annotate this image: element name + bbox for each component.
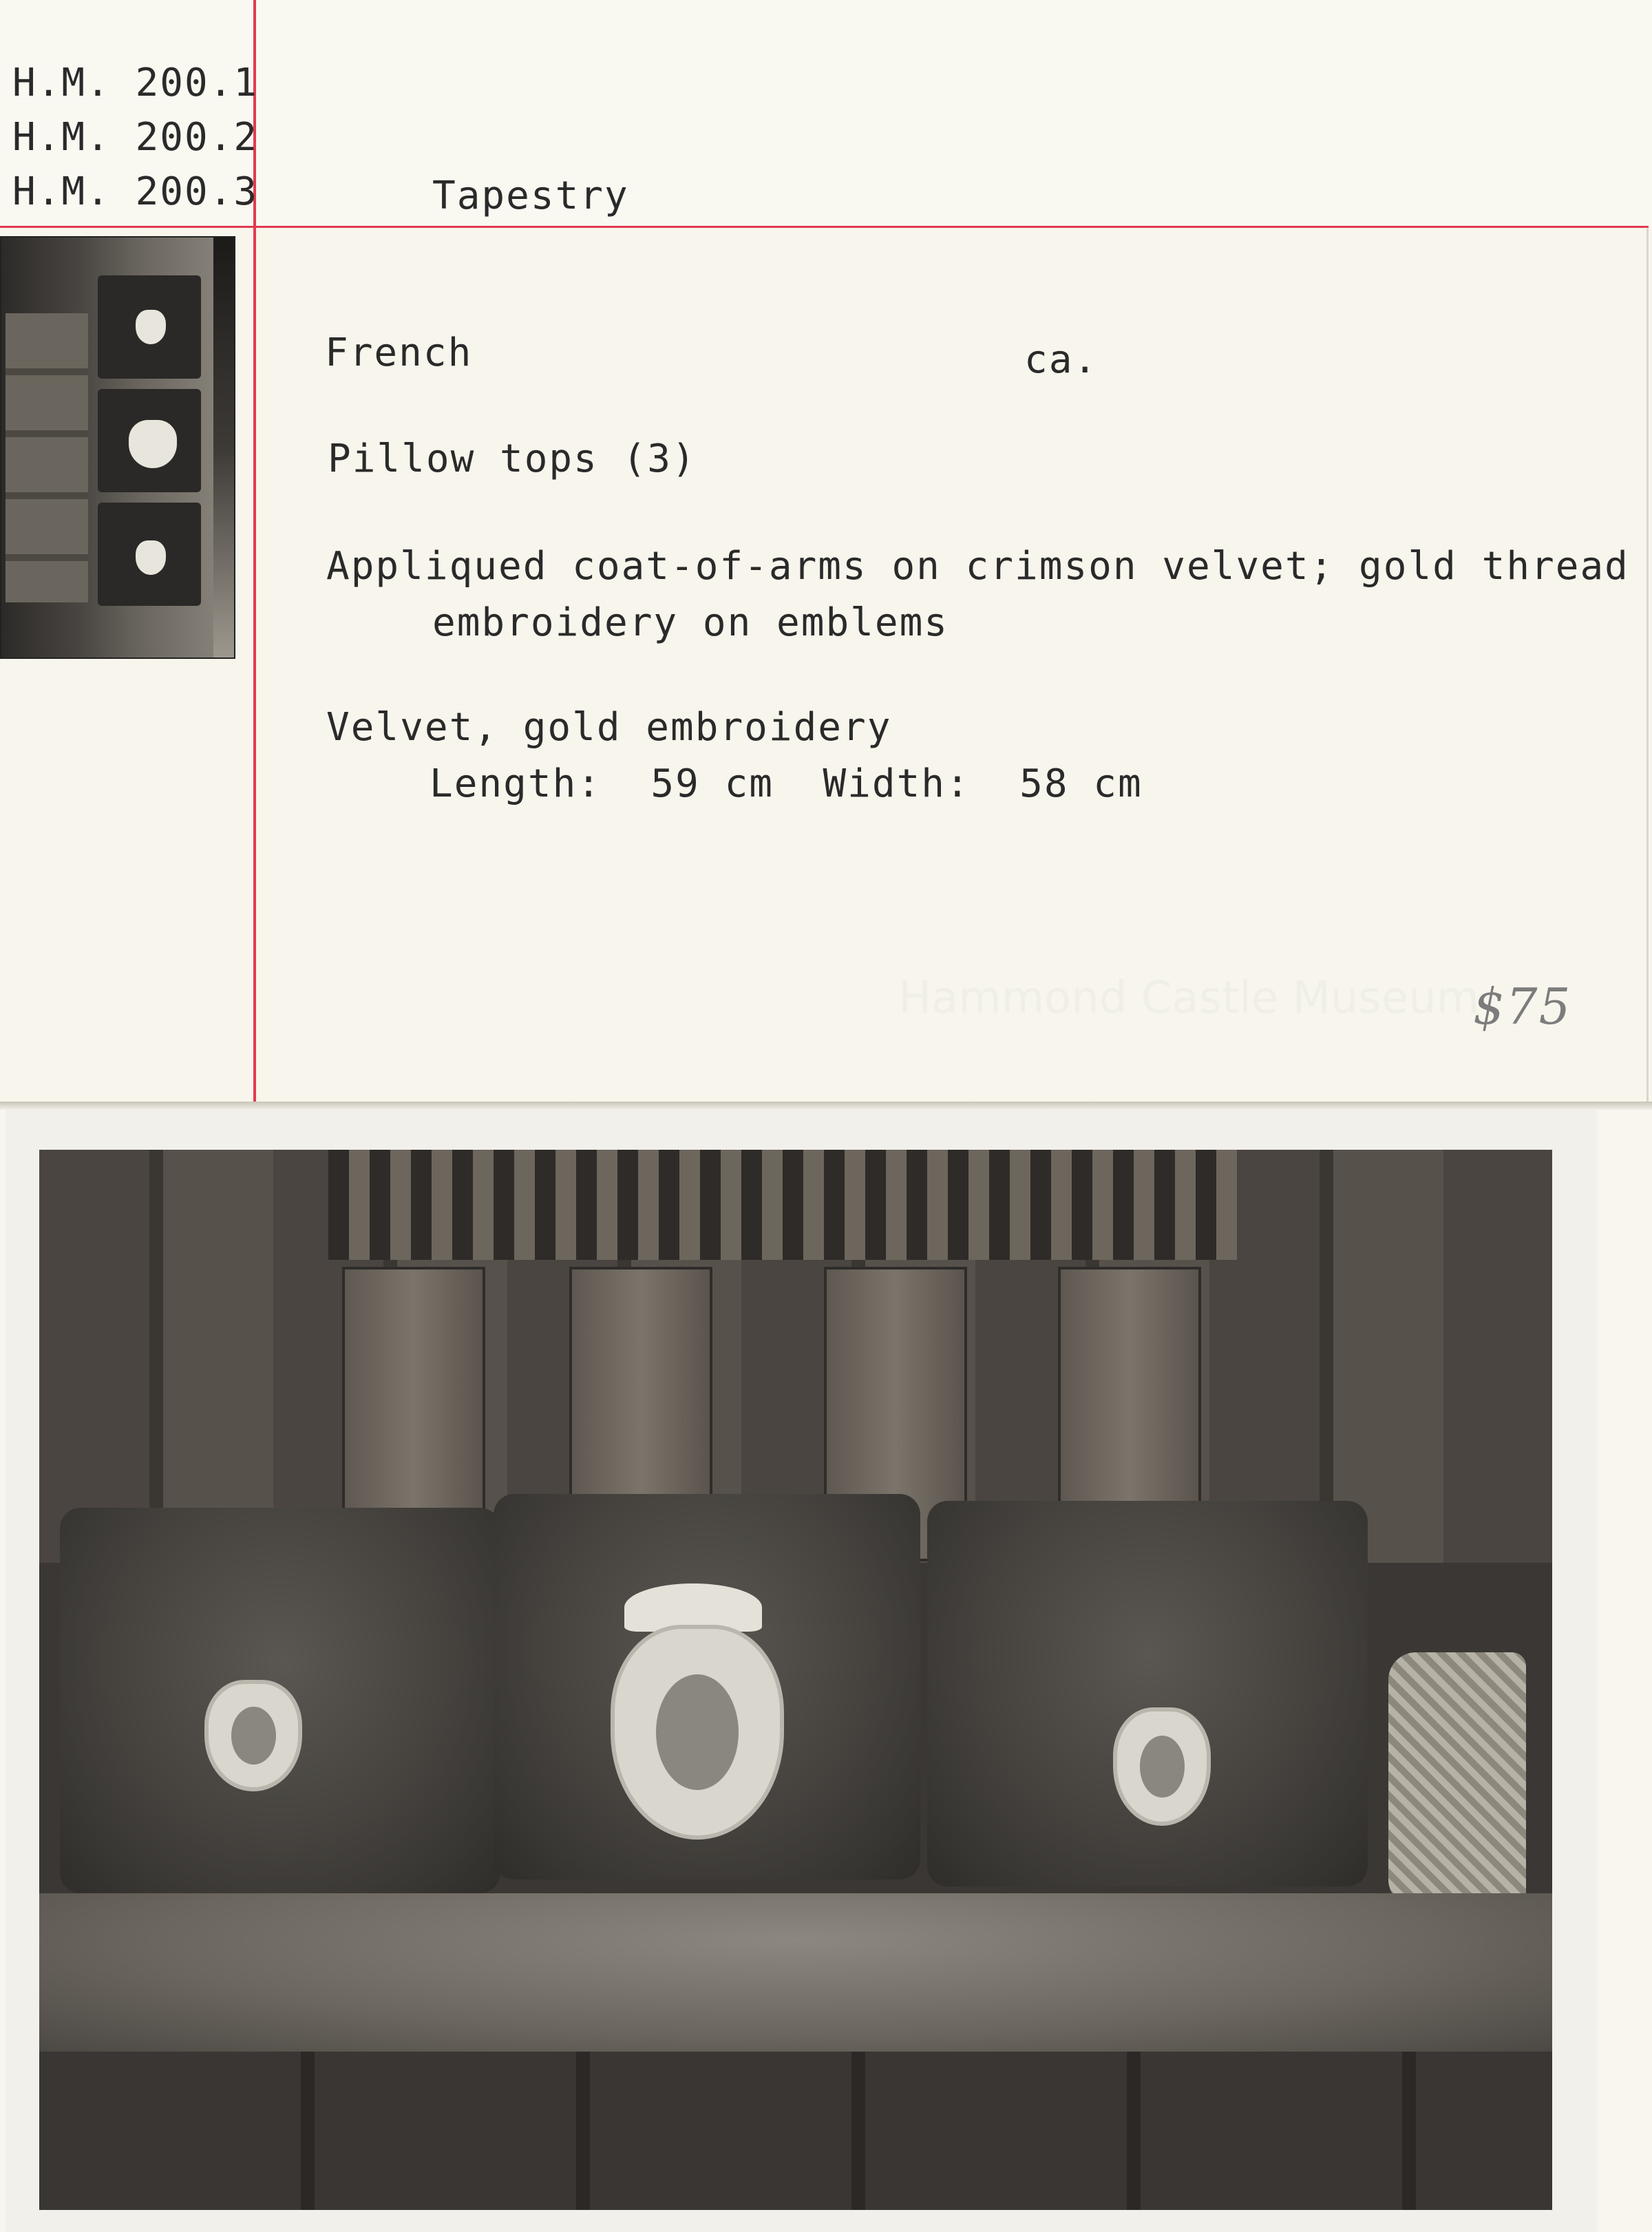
accession-number-3: H.M. 200.3 <box>12 169 259 214</box>
thumbnail-pillow <box>98 389 201 492</box>
museum-watermark: Hammond Castle Museum <box>898 973 1479 1024</box>
lion-emblem <box>656 1674 739 1790</box>
thumbnail-edge <box>213 238 234 657</box>
handwritten-price: $75 <box>1473 978 1572 1035</box>
object-name: Pillow tops (3) <box>328 436 697 481</box>
pillow-right <box>927 1501 1368 1886</box>
date-prefix: ca. <box>1024 337 1099 382</box>
crest-emblem <box>1140 1736 1185 1798</box>
pillow-center <box>494 1494 920 1880</box>
crest-icon <box>1113 1707 1211 1826</box>
origin-text: French <box>325 330 473 375</box>
thumbnail-crest <box>129 420 177 468</box>
crest-emblem <box>231 1707 276 1765</box>
description-line-2: embroidery on emblems <box>432 600 949 645</box>
catalog-card <box>0 0 1652 1105</box>
thumbnail-pillow <box>98 503 201 606</box>
red-vertical-rule <box>253 0 256 1102</box>
thumbnail-pillow <box>98 275 201 379</box>
dimensions-text: Length: 59 cm Width: 58 cm <box>430 761 1143 806</box>
description-line-1: Appliqued coat-of-arms on crimson velvet; gold thread <box>326 544 1629 589</box>
card-thumbnail-photo <box>0 236 235 659</box>
accession-number-2: H.M. 200.2 <box>12 115 259 160</box>
red-horizontal-rule <box>0 226 1649 228</box>
tapestry-side-pillow <box>1388 1652 1526 1907</box>
object-type: Tapestry <box>432 173 629 218</box>
card-shadow <box>0 1102 1652 1110</box>
bench-photograph <box>39 1150 1552 2210</box>
pillow-left <box>60 1508 500 1893</box>
crest-icon <box>204 1680 302 1791</box>
thumbnail-door <box>6 313 88 602</box>
tufted-seat-cushion <box>39 1893 1552 2052</box>
carved-frieze <box>328 1150 1237 1260</box>
crest-icon <box>611 1625 784 1840</box>
card-edge <box>1646 229 1649 1102</box>
thumbnail-crest <box>136 310 166 344</box>
accession-number-1: H.M. 200.1 <box>12 61 259 105</box>
bench-base <box>39 2052 1552 2210</box>
thumbnail-crest <box>136 540 166 575</box>
materials-text: Velvet, gold embroidery <box>326 705 892 750</box>
